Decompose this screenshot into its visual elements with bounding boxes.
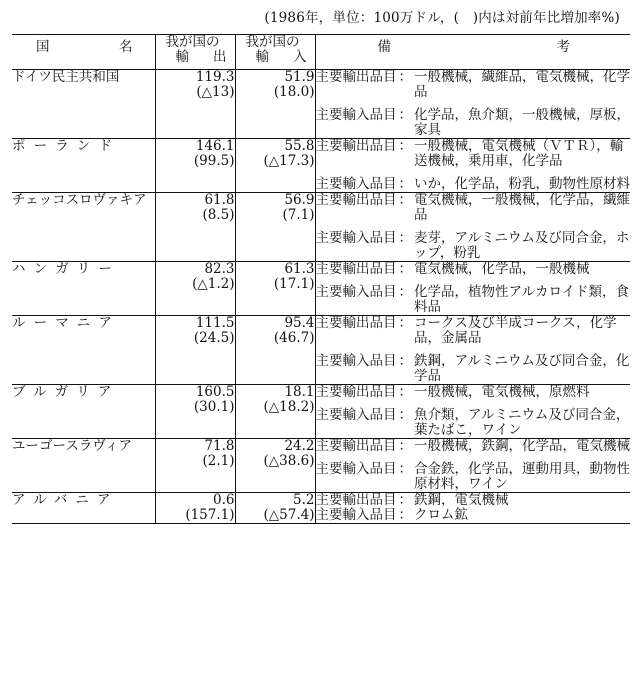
import-rate: (46.7)	[273, 330, 315, 346]
import-rate: (18.0)	[273, 84, 315, 100]
table-row	[12, 316, 630, 385]
table-body	[12, 70, 630, 524]
remark-value: 化学品，魚介類，一般機械，厚板，家具	[414, 107, 630, 138]
export-value: 82.3	[204, 261, 235, 277]
remark-colon: ：	[398, 407, 412, 423]
remark-colon: ：	[398, 176, 412, 192]
remark-colon: ：	[398, 230, 412, 246]
remark-colon: ：	[398, 69, 412, 85]
remark-colon: ：	[398, 353, 412, 369]
import-value: 95.4	[284, 315, 315, 331]
table-row	[12, 439, 630, 493]
export-value: 160.5	[195, 384, 235, 400]
export-rate: (30.1)	[193, 399, 235, 415]
remark-value: 一般機械，鉄鋼，化学品，電気機械	[414, 438, 630, 454]
remark-value: 化学品，植物性アルカロイド類，食料品	[414, 284, 630, 315]
import-cell	[235, 439, 315, 493]
remark-label: 主要輸出品目	[315, 384, 397, 400]
import-cell	[235, 316, 315, 385]
import-cell	[235, 70, 315, 139]
header-remarks: 備 考	[315, 35, 630, 70]
remark-item	[316, 231, 631, 261]
remark-item	[316, 462, 631, 492]
import-rate: (△18.2)	[263, 399, 315, 415]
country-name: ユーゴースラヴィア	[12, 439, 155, 493]
remark-colon: ：	[398, 507, 412, 523]
import-rate: (7.1)	[282, 207, 315, 223]
remark-label: 主要輸出品目	[315, 69, 397, 85]
import-cell	[235, 262, 315, 316]
export-value: 146.1	[195, 138, 235, 154]
remark-label: 主要輸出品目	[315, 492, 397, 508]
remark-colon: ：	[398, 492, 412, 508]
header-country: 国 名	[36, 39, 133, 55]
remark-value: 電気機械，化学品，一般機械	[414, 261, 590, 277]
import-rate: (△57.4)	[263, 507, 315, 523]
export-cell	[155, 439, 235, 493]
remarks-cell	[315, 70, 630, 139]
export-cell	[155, 316, 235, 385]
import-rate: (17.1)	[273, 276, 315, 292]
remark-label: 主要輸出品目	[315, 261, 397, 277]
table-row	[12, 262, 630, 316]
remark-item	[316, 139, 631, 169]
remark-label: 主要輸入品目	[315, 230, 397, 246]
remark-colon: ：	[398, 384, 412, 400]
country-name: ポーランド	[12, 139, 155, 193]
remark-colon: ：	[398, 315, 412, 331]
remark-colon: ：	[398, 284, 412, 300]
remark-item	[316, 439, 631, 454]
remark-label: 主要輸入品目	[315, 507, 397, 523]
remark-label: 主要輸入品目	[315, 107, 397, 123]
remark-label: 主要輸出品目	[315, 192, 397, 208]
export-value: 111.5	[195, 315, 235, 331]
remark-item	[316, 316, 631, 346]
table-row	[12, 493, 630, 524]
remark-value: 合金鉄，化学品，運動用具，動物性原材料，ワイン	[414, 461, 630, 492]
export-cell	[155, 139, 235, 193]
export-cell	[155, 70, 235, 139]
remark-item	[316, 354, 631, 384]
export-value: 0.6	[213, 492, 235, 508]
import-value: 61.3	[284, 261, 315, 277]
remark-label: 主要輸出品目	[315, 315, 397, 331]
remark-item	[316, 177, 631, 192]
remark-value: いか，化学品，粉乳，動物性原材料	[414, 176, 630, 192]
remark-item	[316, 262, 631, 277]
remarks-cell	[315, 385, 630, 439]
export-value: 119.3	[195, 69, 235, 85]
import-value: 56.9	[284, 192, 315, 208]
remarks-cell	[315, 316, 630, 385]
remark-label: 主要輸入品目	[315, 284, 397, 300]
remark-value: 一般機械，電気機械（ＶＴＲ），輸送機械，乗用車，化学品	[414, 138, 624, 169]
export-rate: (△1.2)	[192, 276, 235, 292]
remarks-cell	[315, 493, 630, 524]
export-cell	[155, 193, 235, 262]
export-cell	[155, 385, 235, 439]
import-value: 5.2	[293, 492, 315, 508]
import-value: 18.1	[284, 384, 315, 400]
import-cell	[235, 493, 315, 524]
remark-item	[316, 493, 631, 508]
country-name: ドイツ民主共和国	[12, 69, 120, 85]
remark-value: 一般機械，電気機械，原燃料	[414, 384, 590, 400]
remark-item	[316, 508, 631, 523]
remark-value: コークス及び半成コークス，化学品，金属品	[414, 315, 617, 346]
export-rate: (157.1)	[185, 507, 235, 523]
export-rate: (24.5)	[193, 330, 235, 346]
remark-value: クロム鉱	[414, 507, 468, 523]
table-row	[12, 139, 630, 193]
export-rate: (2.1)	[202, 453, 235, 469]
import-value: 51.9	[284, 69, 315, 85]
country-name: ルーマニア	[12, 316, 155, 385]
remark-label: 主要輸出品目	[315, 138, 397, 154]
remark-colon: ：	[398, 438, 412, 454]
import-value: 24.2	[284, 438, 315, 454]
remark-colon: ：	[398, 261, 412, 277]
country-name: ブルガリア	[12, 385, 155, 439]
export-cell	[155, 262, 235, 316]
remark-label: 主要輸入品目	[315, 407, 397, 423]
header-export: 我が国の 輸 出	[155, 35, 235, 70]
country-name: チェッコスロヴァキア	[12, 193, 155, 262]
export-value: 71.8	[204, 438, 235, 454]
remark-value: 魚介類，アルミニウム及び同合金，葉たばこ，ワイン	[414, 407, 630, 438]
country-name: アルバニア	[12, 493, 155, 524]
header-row	[12, 35, 630, 70]
header-import: 我が国の 輸 入	[235, 35, 315, 70]
remark-label: 主要輸入品目	[315, 461, 397, 477]
import-cell	[235, 385, 315, 439]
remark-item	[316, 408, 631, 438]
import-cell	[235, 139, 315, 193]
remark-item	[316, 70, 631, 100]
import-rate: (△17.3)	[263, 153, 315, 169]
import-cell	[235, 193, 315, 262]
remark-colon: ：	[398, 107, 412, 123]
remark-value: 鉄鋼，電気機械	[414, 492, 509, 508]
remark-colon: ：	[398, 138, 412, 154]
remark-item	[316, 285, 631, 315]
import-value: 55.8	[284, 138, 315, 154]
remark-value: 麦芽，アルミニウム及び同合金，ホップ，粉乳	[414, 230, 630, 261]
remark-item	[316, 385, 631, 400]
export-cell	[155, 493, 235, 524]
table-row	[12, 193, 630, 262]
remark-label: 主要輸入品目	[315, 176, 397, 192]
export-rate: (99.5)	[193, 153, 235, 169]
remark-value: 鉄鋼，アルミニウム及び同合金，化学品	[414, 353, 630, 384]
remark-label: 主要輸入品目	[315, 353, 397, 369]
remark-item	[316, 193, 631, 223]
remark-value: 一般機械，繊維品，電気機械，化学品	[414, 69, 630, 100]
import-rate: (△38.6)	[263, 453, 315, 469]
remark-colon: ：	[398, 461, 412, 477]
remarks-cell	[315, 262, 630, 316]
remarks-cell	[315, 139, 630, 193]
remark-value: 電気機械，一般機械，化学品，繊維品	[414, 192, 630, 223]
country-name: ハンガリー	[12, 262, 155, 316]
remarks-cell	[315, 193, 630, 262]
remark-item	[316, 108, 631, 138]
unit-note: (1986年，単位：100万ドル，( )内は対前年比増加率%)	[264, 10, 620, 26]
remark-label: 主要輸出品目	[315, 438, 397, 454]
remarks-cell	[315, 439, 630, 493]
export-rate: (△13)	[196, 84, 235, 100]
export-rate: (8.5)	[202, 207, 235, 223]
trade-table	[12, 34, 630, 524]
table-row	[12, 70, 630, 139]
table-row	[12, 385, 630, 439]
export-value: 61.8	[204, 192, 235, 208]
remark-colon: ：	[398, 192, 412, 208]
